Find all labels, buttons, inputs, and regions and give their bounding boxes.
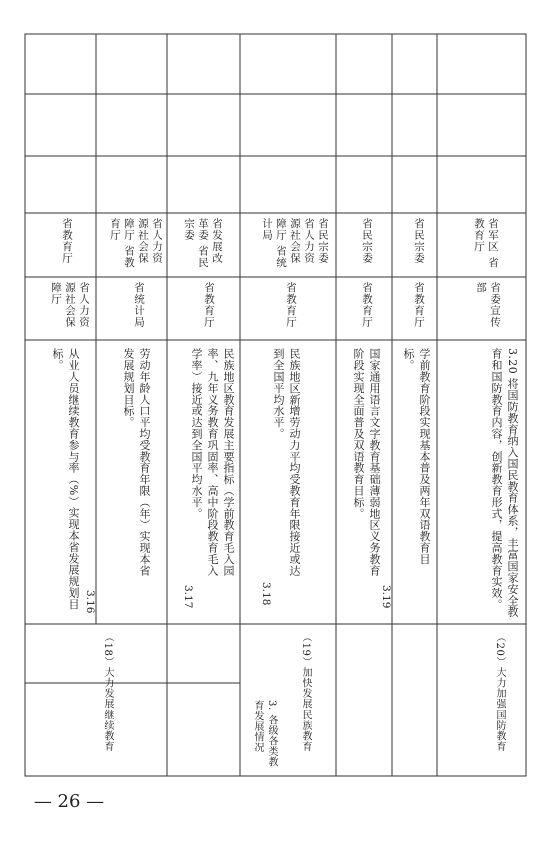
co-dept-1: 省教育厅 <box>61 218 73 264</box>
page-number: — 26 — <box>33 791 105 812</box>
item-text-continuing-ed: 从业人员继续教育参与率（%）实现本省发展规划目标。 <box>51 348 80 610</box>
lead-dept-2: 省统计局 <box>133 282 145 328</box>
lead-dept-3: 省教育厅 <box>203 282 215 328</box>
item-number-3-16: 3.16 <box>84 590 96 614</box>
co-dept-6: 省民宗委 <box>413 218 425 264</box>
item-number-3-19: 3.19 <box>380 585 392 609</box>
item-number-3-18: 3.18 <box>260 582 272 606</box>
lead-dept-6: 省教育厅 <box>413 282 425 328</box>
item-text-3-20: 3.20 将国防教育纳入国民教育体系，丰富国家安全教育和国防教育内容，创新教育形式，提高教育实效。 <box>490 348 519 618</box>
item-number-3-17: 3.17 <box>182 585 194 609</box>
lead-dept-4: 省教育厅 <box>285 282 297 328</box>
lead-dept-5: 省教育厅 <box>361 282 373 328</box>
section-label: 3. 各级各类教育发展情况 <box>252 700 277 768</box>
co-dept-3: 省发展改革委 省民宗委 <box>183 218 223 269</box>
item-text-bilingual-preschool: 学前教育阶段实现基本普及两年双语教育目标。 <box>402 348 431 565</box>
item-text-bilingual-compulsory: 国家通用语言文字教育基础薄弱地区义务教育阶段实现全面普及双语教育目标。 <box>352 348 381 576</box>
co-dept-7: 省军区 省教育厅 <box>473 218 499 269</box>
co-dept-5: 省民宗委 <box>361 218 373 264</box>
lead-dept-1: 省人力资源社会保障厅 <box>50 282 90 328</box>
task-label-19: （19）加快发展民族教育 <box>300 632 311 752</box>
lead-dept-7: 省委宣传部 <box>475 282 501 328</box>
co-dept-2: 省人力资源社会保障厅 省教育厅 <box>109 218 163 269</box>
item-text-3-17: 民族地区教育发展主要指标（学前教育毛入园率、九年义务教育巩固率、高中阶段教育毛入学率）接近或达到全国平均水平。 <box>190 348 235 576</box>
task-label-18: （18）大力发展继续教育 <box>102 632 113 752</box>
item-text-3-18: 民族地区新增劳动力平均受教育年限接近或达到全国平均水平。 <box>272 348 301 576</box>
co-dept-4: 省民宗委 省人力资源社会保障厅 省统计局 <box>261 218 329 269</box>
task-label-20: （20）大力加强国防教育 <box>494 632 505 752</box>
item-text-schooling-years: 劳动年龄人口平均受教育年限（年）实现本省发展规划目标。 <box>122 348 151 576</box>
